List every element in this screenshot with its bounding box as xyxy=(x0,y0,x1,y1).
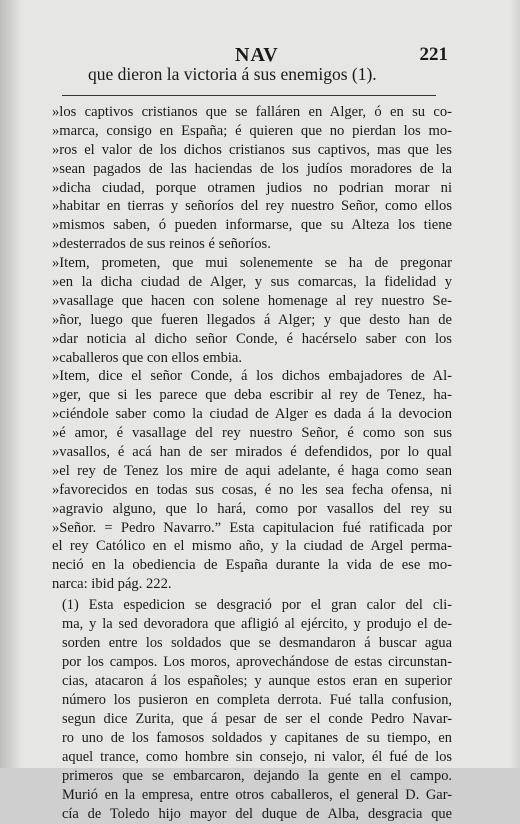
footnote-line: (1) Esta espedicion se desgració por el gran calor del cli- xyxy=(62,597,452,614)
quote-line: »mismos saben, ó pueden informarse, que su Alteza los tiene xyxy=(52,217,452,234)
quote-line: »favorecidos en todas sus cosas, é no les sea fecha ofensa, ni xyxy=(52,481,452,498)
quote-line: »Item, prometen, que mui solenemente se ha de pregonar xyxy=(52,255,452,272)
quote-line: »ros el valor de los dichos cristianos sus captivos, mas que les xyxy=(52,141,452,158)
footnote xyxy=(52,596,452,824)
footnote-line: primeros que se embarcaron, dejando la gente en el campo. xyxy=(62,768,452,785)
footnote-line: ma, y la sed devoradora que afligió al ejército, y produjo el de- xyxy=(62,616,452,633)
quote-line: »el rey de Tenez los mire de aqui adelante, é haga como sean xyxy=(52,462,452,479)
carried-over-line: que dieron la victoria á sus enemigos (1). xyxy=(88,64,377,84)
running-head-word: NAV xyxy=(235,44,279,66)
quote-line: »ciéndole saber como la ciudad de Alger es dada á la devocion xyxy=(52,406,452,423)
page-body xyxy=(52,103,452,824)
footnote-line: número los pusieron en completa derrota. Fué talla confusion, xyxy=(62,692,452,709)
quote-line: »vasallage que hacen con solene homenage al rey nuestro Se- xyxy=(52,292,452,309)
quote-line: »Item, dice el señor Conde, á los dichos embajadores de Al- xyxy=(52,368,452,385)
page-number: 221 xyxy=(419,44,448,65)
quote-line: »caballeros que con ellos embia. xyxy=(52,349,243,366)
quote-line: »dicha ciudad, porque otramen judios no podrian morar ni xyxy=(52,179,452,196)
quote-line: »marca, consigo en España; é quieren que no pierdan los mo- xyxy=(52,122,452,139)
quote-line: »desterrados de sus reinos é señoríos. xyxy=(52,236,271,253)
quote-line: »los captivos cristianos que se falláren en Alger, ó en su co- xyxy=(52,104,452,120)
quote-line: neció en la obediencia de España durante la vida de ese mo- xyxy=(52,557,452,574)
footnote-line: Murió en la empresa, entre otros caballeros, el general D. Gar- xyxy=(62,787,452,804)
footnote-line: segun dice Zurita, que á pesar de ser el conde Pedro Navar- xyxy=(62,711,452,728)
quote-line: »agravio alguno, que lo hará, como por vasallos del rey su xyxy=(52,500,452,517)
quote-line: »Señor. = Pedro Navarro.” Esta capitulacion fué ratificada por xyxy=(52,519,452,536)
quoted-capitulation xyxy=(52,103,452,594)
footnote-line: por los campos. Los moros, aprovechándose de estas circunstan- xyxy=(62,654,452,671)
quote-line: »ger, que si les parece que deba escribir al rey de Tenez, ha- xyxy=(52,387,452,404)
quote-line: narca: ibid pág. 222. xyxy=(52,576,172,593)
running-head xyxy=(60,44,448,66)
footnote-line: cias, atacaron á los españoles; y aunque estos eran en superior xyxy=(62,673,452,690)
quote-line: »é amor, é vasallage del rey nuestro Señor, é como son sus xyxy=(52,425,452,442)
quote-line: »en la dicha ciudad de Alger, y sus comarcas, la fidelidad y xyxy=(52,274,452,291)
quote-line: »vasallos, é acá han de ser mirados é defendidos, por lo qual xyxy=(52,444,452,461)
quote-line: »sean pagados de las haciendas de los judíos moradores de la xyxy=(52,160,452,177)
footnote-line: sorden entre los soldados que se desmandaron á buscar agua xyxy=(62,635,452,652)
footnote-line: ro uno de los famosos soldados y capitanes de su tiempo, en xyxy=(62,730,452,747)
footnote-line: cía de Toledo hijo mayor del duque de Alba, desgracia que xyxy=(62,806,452,823)
header-rule xyxy=(62,95,436,96)
quote-line: »habitar en tierras y señoríos del rey nuestro Señor, como ellos xyxy=(52,198,452,215)
footnote-line: aquel trance, como hombre sin consejo, ni valor, él fué de los xyxy=(62,749,452,766)
quote-line: »dar noticia al dicho señor Conde, é hacérselo saber con los xyxy=(52,330,452,347)
quote-line: el rey Católico en el mismo año, y la ciudad de Argel perma- xyxy=(52,538,452,555)
quote-line: »ñor, luego que fueren llegados á Alger; y que desto han de xyxy=(52,311,452,328)
